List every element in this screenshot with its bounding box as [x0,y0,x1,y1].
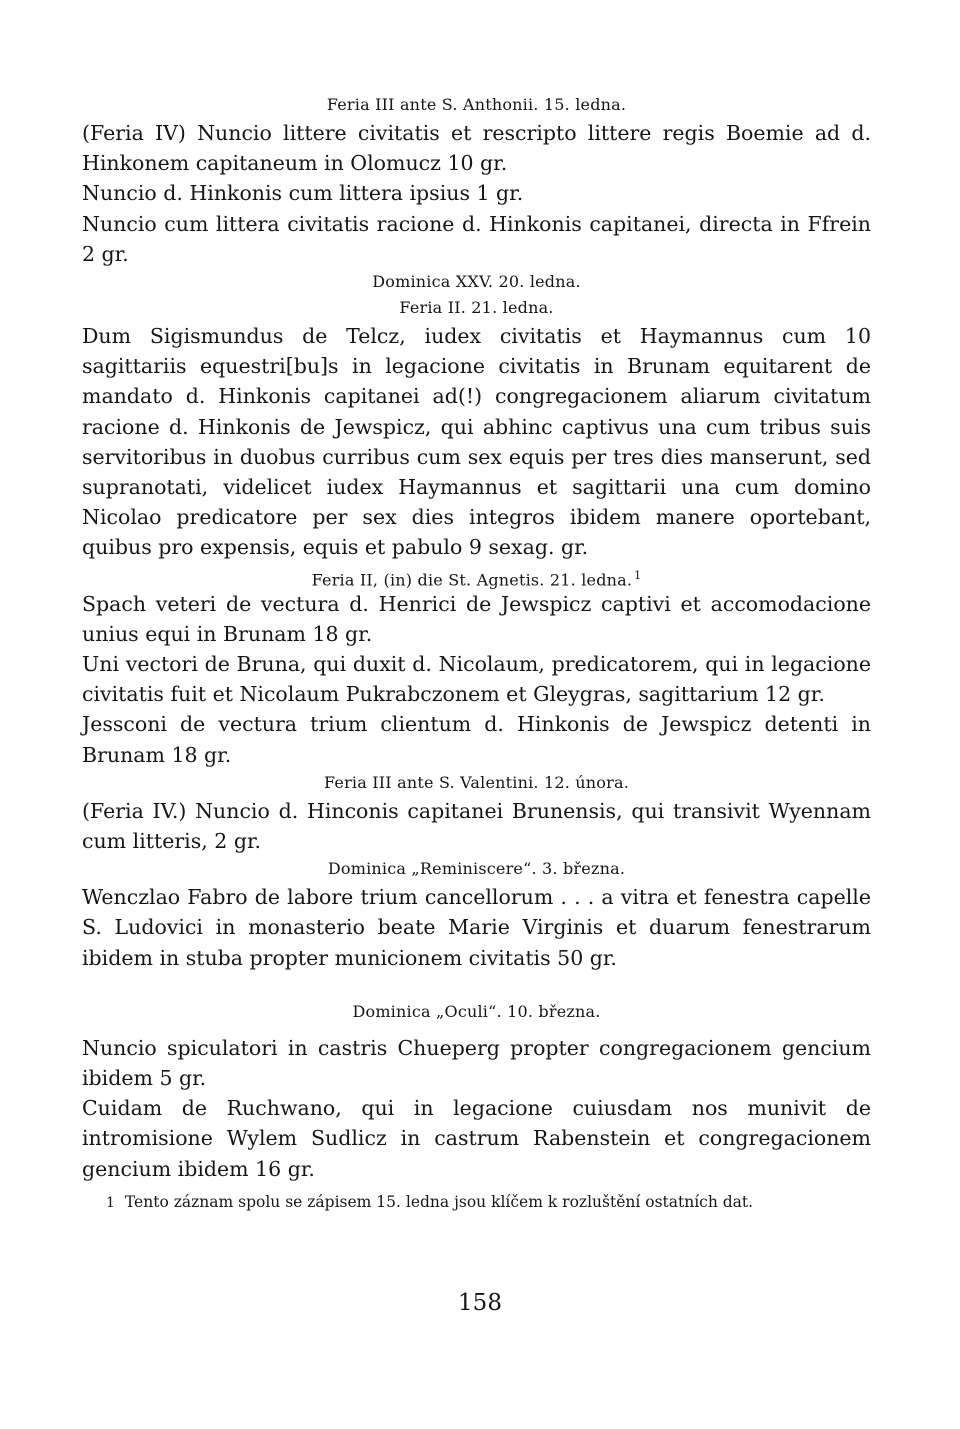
entry-paragraph: (Feria IV.) Nuncio d. Hinconis capitanei Brunensis, qui transivit Wyennam cum litteris, 2 gr. [82,798,871,854]
entry-heading: Dominica „Reminiscere“. 3. března. [327,859,626,879]
entry-paragraph: Spach veteri de vectura d. Henrici de Jewspicz captivi et accomodacione unius equi in Brunam 18 gr. [82,591,871,646]
page-number: 158 [458,1290,502,1316]
entry-heading: Feria III ante S. Valentini. 12. února. [323,772,630,792]
footnote [82,1190,871,1215]
entry-paragraph: Jessconi de vectura trium clientum d. Hinkonis de Jewspicz detenti in Brunam 18 gr. [82,712,871,767]
entry-paragraph: (Feria IV) Nuncio littere civitatis et rescripto littere regis Boemie ad d. Hinkonem capitaneum in Olomucz 10 gr. [82,121,871,176]
entry-paragraph: Dum Sigismundus de Telcz, iudex civitatis et Haymannus cum 10 sagittariis equestri[bu]s in legacione civitatis in Brunam equitarent de mandato d. Hinkonis capitanei ad(!) congregacionem aliarum civitatum racione d. Hinkonis de Jewspicz, qui abhinc captivus una cum tribus suis servitoribus in duobus curribus cum sex equis per tres dies manserunt, sed supranotati, videlicet iudex Haymannus et sagittarii una cum domino Nicolao predicatore per sex dies integros ibidem manere oportebant, quibus pro expensis, equis et pabulo 9 sexag. gr. [82,324,871,560]
footnote-marker: 1 [634,568,642,582]
entry-paragraph: Nuncio d. Hinkonis cum littera ipsius 1 gr. [82,181,524,206]
spacer [82,1025,871,1033]
entry-heading: Dominica „Oculi“. 10. března. [352,1001,601,1021]
entry-paragraph: Nuncio cum littera civitatis racione d. Hinkonis capitanei, directa in Ffrein 2 gr. [82,211,871,266]
entry-paragraph: Nuncio spiculatori in castris Chueperg propter congregacionem gencium ibidem 5 gr. [82,1035,871,1091]
entry-heading [82,563,871,589]
entry-heading: Dominica XXV. 20. ledna. [372,272,581,292]
entry-heading: Feria III ante S. Anthonii. 15. ledna. [326,95,627,114]
entry-heading: Feria II. 21. ledna. [399,298,554,318]
footnote-number: 1 [106,1194,115,1211]
entry-paragraph: Cuidam de Ruchwano, qui in legacione cuiusdam nos munivit de intromisione Wylem Sudlicz in castrum Rabenstein et congregacionem gencium ibidem 16 gr. [82,1096,871,1181]
footnote-text: Tento záznam spolu se zápisem 15. ledna jsou klíčem k rozluštění ostatních dat. [124,1192,754,1211]
entry-heading-text: Feria II, (in) die St. Agnetis. 21. ledna. [311,569,633,589]
entry-paragraph: Uni vectori de Bruna, qui duxit d. Nicolaum, predicatorem, qui in legacione civitatis fuit et Nicolaum Pukrabczonem et Gleygras, sagittarium 12 gr. [82,652,871,707]
spacer [82,973,871,999]
document-body [82,92,871,1215]
entry-paragraph: Wenczlao Fabro de labore trium cancellorum . . . a vitra et fenestra capelle S. Ludovici in monasterio beate Marie Virginis et duarum fenestrarum ibidem in stuba propter municionem civitatis 50 gr. [82,885,871,970]
